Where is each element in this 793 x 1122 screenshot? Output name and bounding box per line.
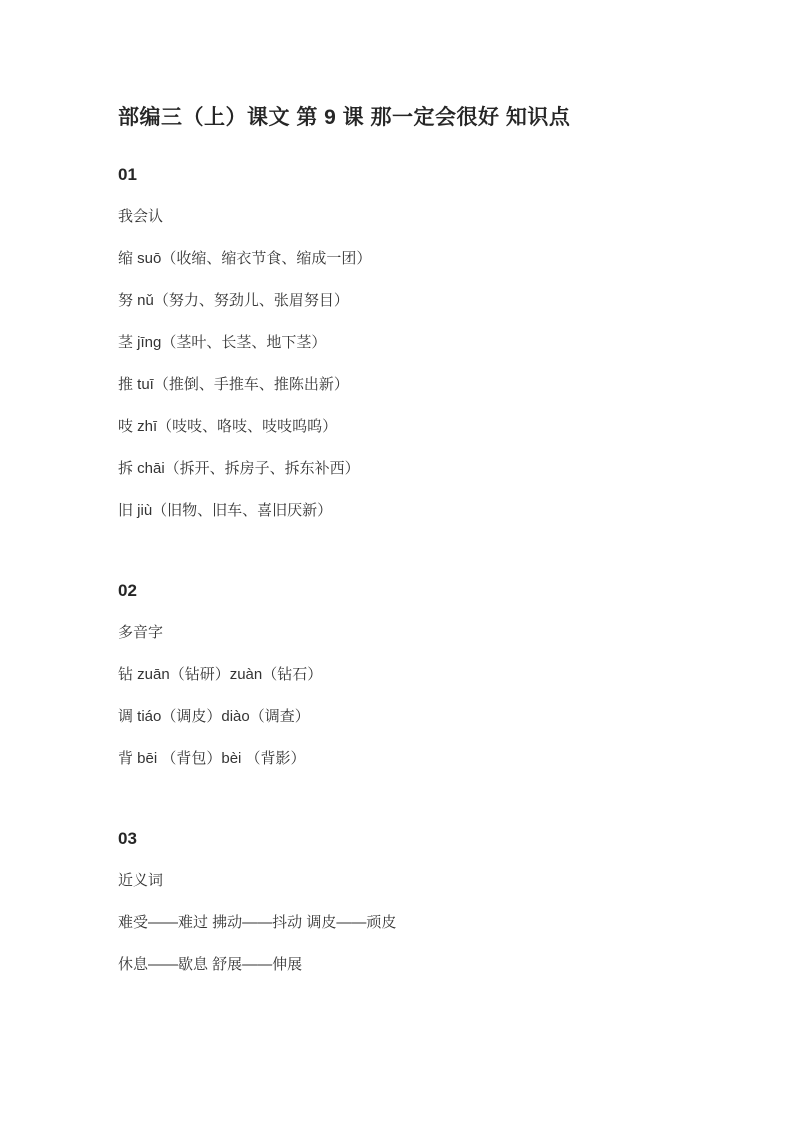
section-01 [118,165,703,521]
section-03-number: 03 [118,829,137,848]
section-02-heading: 多音字 [118,624,164,641]
section-02-number: 02 [118,581,137,600]
polyphone-line-bei: 背 bēi （背包）bèi （背影） [118,750,306,767]
vocab-line-nu: 努 nǔ（努力、努劲儿、张眉努目） [118,292,349,309]
vocab-line-suo: 缩 suō（收缩、缩衣节食、缩成一团） [118,250,372,267]
polyphone-line-tiao: 调 tiáo（调皮）diào（调查） [118,708,310,725]
page-title: 部编三（上）课文 第 9 课 那一定会很好 知识点 [118,106,571,129]
vocab-line-zhi: 吱 zhī（吱吱、咯吱、吱吱呜呜） [118,418,338,435]
synonym-line-1: 难受——难过 拂动——抖动 调皮——顽皮 [118,914,397,931]
synonym-line-2: 休息——歇息 舒展——伸展 [118,956,303,973]
section-02 [118,581,703,769]
section-01-heading: 我会认 [118,208,164,225]
vocab-line-chai: 拆 chāi（拆开、拆房子、拆东补西） [118,460,360,477]
polyphone-line-zuan: 钻 zuān（钻研）zuàn（钻石） [118,666,323,683]
vocab-line-tui: 推 tuī（推倒、手推车、推陈出新） [118,376,349,393]
section-03 [118,829,703,975]
section-01-number: 01 [118,165,137,184]
vocab-line-jing: 茎 jīng（茎叶、长茎、地下茎） [118,334,327,351]
section-03-heading: 近义词 [118,872,164,889]
vocab-line-jiu: 旧 jiù（旧物、旧车、喜旧厌新） [118,502,333,519]
